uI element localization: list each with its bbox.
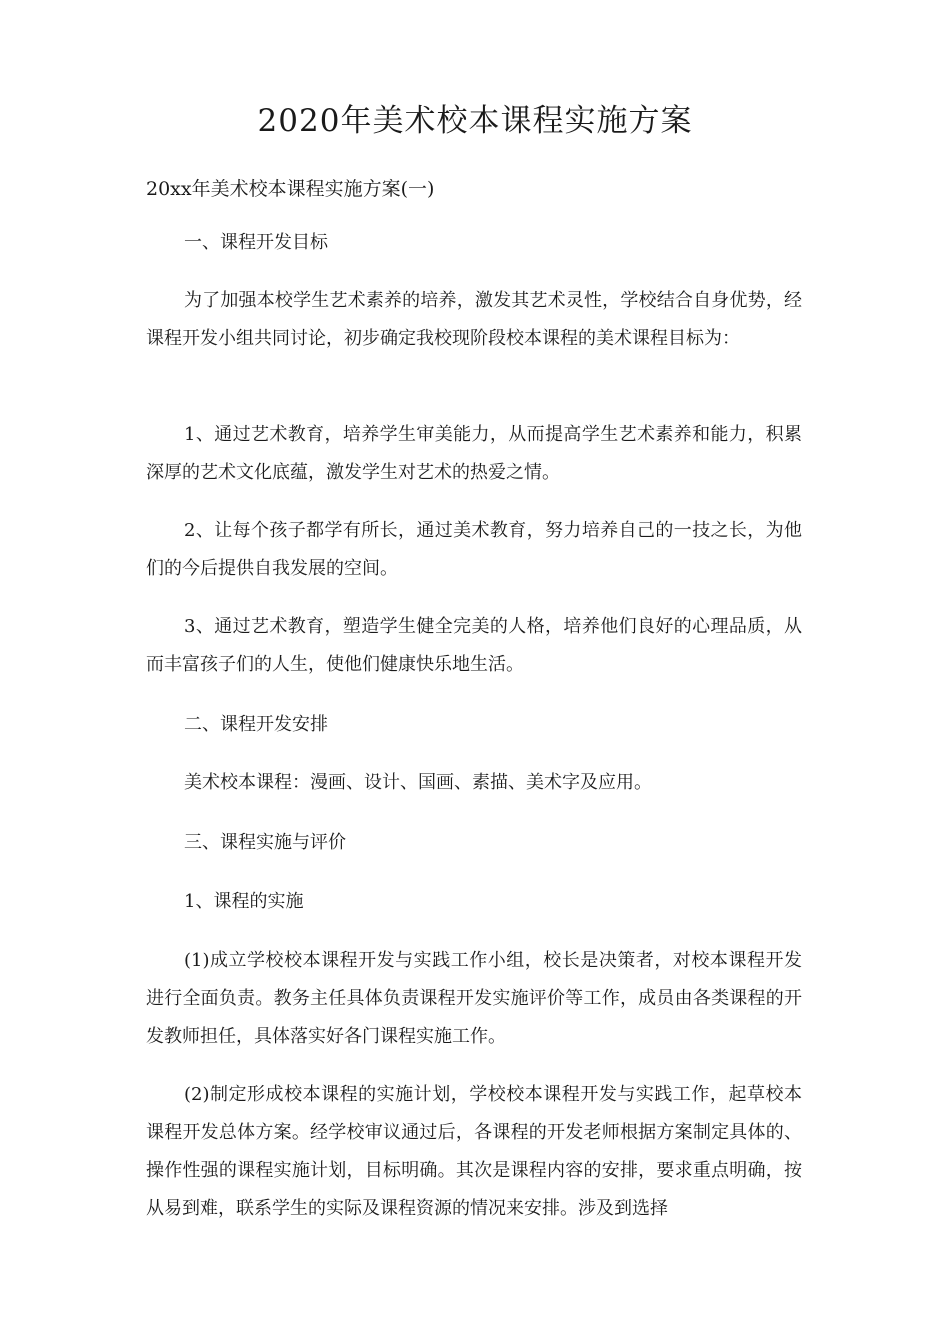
document-title: 2020年美术校本课程实施方案 — [257, 103, 693, 139]
paragraph-goal-2: 2、让每个孩子都学有所长，通过美术教育，努力培养自己的一技之长，为他们的今后提供自我发展的空间。 — [146, 520, 802, 579]
paragraph-item-2: (2)制定形成校本课程的实施计划，学校校本课程开发与实践工作，起草校本课程开发总体方案。经学校审议通过后，各课程的开发老师根据方案制定具体的、操作性强的课程实施计划，目标明确。其次是课程内容的安排，要求重点明确，按从易到难，联系学生的实际及课程资源的情况来安排。涉及到选择 — [146, 1084, 802, 1219]
paragraph-item-1: (1)成立学校校本课程开发与实践工作小组，校长是决策者，对校本课程开发进行全面负责。教务主任具体负责课程开发实施评价等工作，成员由各类课程的开发教师担任，具体落实好各门课程实施工作。 — [146, 950, 802, 1047]
paragraph-goal-1: 1、通过艺术教育，培养学生审美能力，从而提高学生艺术素养和能力，积累深厚的艺术文化底蕴，激发学生对艺术的热爱之情。 — [146, 424, 802, 483]
paragraph-goal-3: 3、通过艺术教育，塑造学生健全完美的人格，培养他们良好的心理品质，从而丰富孩子们的人生，使他们健康快乐地生活。 — [146, 616, 802, 675]
paragraph-goals-intro: 为了加强本校学生艺术素养的培养，激发其艺术灵性，学校结合自身优势，经课程开发小组共同讨论，初步确定我校现阶段校本课程的美术课程目标为： — [146, 290, 802, 349]
section-heading-goals: 一、课程开发目标 — [184, 232, 328, 253]
section-heading-arrangement: 二、课程开发安排 — [184, 714, 328, 735]
subsection-heading-implementation: 1、课程的实施 — [184, 891, 304, 912]
paragraph-course-list: 美术校本课程：漫画、设计、国画、素描、美术字及应用。 — [184, 772, 652, 793]
document-subtitle: 20xx年美术校本课程实施方案(一) — [146, 178, 435, 200]
section-heading-implementation: 三、课程实施与评价 — [184, 832, 346, 853]
